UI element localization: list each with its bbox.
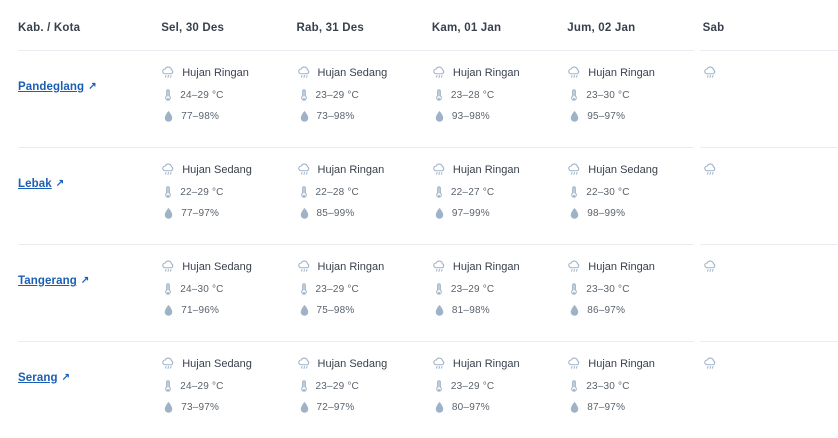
cloud-rain-icon (703, 162, 718, 177)
condition-row (161, 65, 296, 80)
humidity-row (432, 304, 567, 317)
city-name: Tangerang (18, 275, 77, 287)
humidity-value: 77–98% (181, 111, 219, 122)
condition-label: Hujan Ringan (588, 67, 655, 79)
cloud-rain-icon (297, 356, 312, 371)
condition-row (703, 65, 838, 80)
column-header-day-5: Sab (703, 8, 838, 51)
humidity-value: 71–96% (181, 305, 219, 316)
condition-label: Hujan Ringan (588, 358, 655, 370)
thermometer-icon (299, 380, 309, 393)
temperature-value: 22–27 °C (451, 187, 494, 198)
humidity-row (161, 304, 296, 317)
humidity-row (567, 110, 702, 123)
cloud-rain-icon (297, 65, 312, 80)
column-header-day-4: Jum, 02 Jan (567, 8, 702, 51)
right-edge-mask (694, 0, 700, 400)
humidity-value: 95–97% (587, 111, 625, 122)
condition-row (161, 356, 296, 371)
water-drop-icon (569, 304, 580, 317)
temperature-row (432, 380, 567, 393)
condition-row (161, 162, 296, 177)
temperature-row (567, 186, 702, 199)
city-link-serang[interactable] (18, 372, 70, 384)
forecast-cell (567, 342, 702, 438)
temperature-value: 23–29 °C (451, 381, 494, 392)
temperature-row (297, 283, 432, 296)
forecast-cell (432, 342, 567, 438)
water-drop-icon (163, 304, 174, 317)
forecast-cell (432, 148, 567, 245)
forecast-cell (297, 51, 432, 148)
external-link-arrow-icon: ↗ (56, 178, 64, 189)
city-name: Serang (18, 372, 58, 384)
water-drop-icon (299, 110, 310, 123)
temperature-value: 22–28 °C (316, 187, 359, 198)
temperature-row (161, 283, 296, 296)
condition-row (297, 356, 432, 371)
humidity-value: 80–97% (452, 402, 490, 413)
thermometer-icon (163, 380, 173, 393)
humidity-row (432, 401, 567, 414)
condition-label: Hujan Sedang (182, 358, 252, 370)
temperature-value: 24–29 °C (180, 90, 223, 101)
condition-row (297, 162, 432, 177)
forecast-cell (703, 51, 838, 148)
city-link-pandeglang[interactable] (18, 81, 97, 93)
cloud-rain-icon (703, 356, 718, 371)
cloud-rain-icon (703, 65, 718, 80)
cloud-rain-icon (432, 356, 447, 371)
temperature-row (297, 380, 432, 393)
water-drop-icon (569, 207, 580, 220)
water-drop-icon (163, 401, 174, 414)
city-name: Lebak (18, 178, 52, 190)
temperature-value: 24–29 °C (180, 381, 223, 392)
condition-row (432, 65, 567, 80)
external-link-arrow-icon: ↗ (62, 372, 70, 383)
humidity-row (432, 207, 567, 220)
city-cell (18, 342, 161, 438)
condition-row (432, 356, 567, 371)
humidity-row (297, 207, 432, 220)
column-header-day-2: Rab, 31 Des (297, 8, 432, 51)
thermometer-icon (163, 89, 173, 102)
table-row (18, 245, 838, 342)
humidity-row (567, 304, 702, 317)
condition-row (703, 259, 838, 274)
cloud-rain-icon (432, 162, 447, 177)
temperature-row (567, 380, 702, 393)
forecast-cell (297, 245, 432, 342)
humidity-value: 73–98% (317, 111, 355, 122)
temperature-value: 23–30 °C (586, 284, 629, 295)
external-link-arrow-icon: ↗ (81, 275, 89, 286)
water-drop-icon (299, 401, 310, 414)
humidity-value: 87–97% (587, 402, 625, 413)
forecast-table (18, 8, 838, 438)
humidity-value: 98–99% (587, 208, 625, 219)
temperature-row (161, 186, 296, 199)
thermometer-icon (569, 89, 579, 102)
city-link-tangerang[interactable] (18, 275, 89, 287)
thermometer-icon (569, 380, 579, 393)
temperature-row (161, 89, 296, 102)
condition-label: Hujan Ringan (453, 164, 520, 176)
table-row (18, 51, 838, 148)
humidity-value: 97–99% (452, 208, 490, 219)
condition-label: Hujan Ringan (453, 67, 520, 79)
temperature-row (297, 89, 432, 102)
water-drop-icon (434, 110, 445, 123)
column-header-day-1: Sel, 30 Des (161, 8, 296, 51)
water-drop-icon (434, 304, 445, 317)
column-header-day-3: Kam, 01 Jan (432, 8, 567, 51)
forecast-cell (703, 342, 838, 438)
city-cell (18, 148, 161, 245)
temperature-row (161, 380, 296, 393)
cloud-rain-icon (567, 259, 582, 274)
water-drop-icon (163, 110, 174, 123)
city-cell (18, 51, 161, 148)
table-row (18, 342, 838, 438)
forecast-cell (297, 148, 432, 245)
water-drop-icon (434, 401, 445, 414)
condition-row (432, 162, 567, 177)
humidity-value: 75–98% (317, 305, 355, 316)
condition-row (161, 259, 296, 274)
temperature-row (432, 186, 567, 199)
water-drop-icon (163, 207, 174, 220)
forecast-cell (161, 51, 296, 148)
condition-row (567, 162, 702, 177)
temperature-row (567, 89, 702, 102)
table-header (18, 8, 838, 51)
cloud-rain-icon (161, 65, 176, 80)
humidity-value: 72–97% (317, 402, 355, 413)
forecast-cell (432, 245, 567, 342)
water-drop-icon (299, 207, 310, 220)
temperature-row (432, 283, 567, 296)
thermometer-icon (569, 186, 579, 199)
cloud-rain-icon (161, 356, 176, 371)
humidity-value: 93–98% (452, 111, 490, 122)
forecast-cell (567, 148, 702, 245)
table-row (18, 148, 838, 245)
condition-row (432, 259, 567, 274)
humidity-value: 73–97% (181, 402, 219, 413)
condition-row (703, 356, 838, 371)
water-drop-icon (569, 110, 580, 123)
humidity-row (161, 207, 296, 220)
cloud-rain-icon (703, 259, 718, 274)
condition-label: Hujan Sedang (318, 67, 388, 79)
forecast-table-scroll-area[interactable] (18, 8, 700, 392)
humidity-row (567, 207, 702, 220)
condition-label: Hujan Ringan (588, 261, 655, 273)
thermometer-icon (434, 283, 444, 296)
condition-row (567, 356, 702, 371)
column-header-city: Kab. / Kota (18, 8, 161, 51)
humidity-row (161, 401, 296, 414)
city-name: Pandeglang (18, 81, 84, 93)
thermometer-icon (299, 89, 309, 102)
condition-label: Hujan Ringan (318, 164, 385, 176)
humidity-row (297, 110, 432, 123)
humidity-value: 86–97% (587, 305, 625, 316)
humidity-value: 81–98% (452, 305, 490, 316)
cloud-rain-icon (161, 259, 176, 274)
temperature-row (297, 186, 432, 199)
cloud-rain-icon (567, 162, 582, 177)
condition-label: Hujan Ringan (453, 358, 520, 370)
temperature-value: 24–30 °C (180, 284, 223, 295)
condition-label: Hujan Ringan (318, 261, 385, 273)
cloud-rain-icon (567, 356, 582, 371)
humidity-value: 85–99% (317, 208, 355, 219)
forecast-cell (432, 51, 567, 148)
temperature-value: 22–29 °C (180, 187, 223, 198)
cloud-rain-icon (297, 259, 312, 274)
thermometer-icon (299, 186, 309, 199)
cloud-rain-icon (297, 162, 312, 177)
condition-row (297, 259, 432, 274)
temperature-value: 23–29 °C (316, 381, 359, 392)
cloud-rain-icon (161, 162, 176, 177)
table-body (18, 51, 838, 438)
temperature-value: 23–29 °C (316, 284, 359, 295)
humidity-row (432, 110, 567, 123)
temperature-value: 22–30 °C (586, 187, 629, 198)
condition-row (567, 259, 702, 274)
city-cell (18, 245, 161, 342)
temperature-value: 23–30 °C (586, 90, 629, 101)
condition-row (703, 162, 838, 177)
humidity-value: 77–97% (181, 208, 219, 219)
cloud-rain-icon (432, 259, 447, 274)
humidity-row (567, 401, 702, 414)
condition-label: Hujan Ringan (453, 261, 520, 273)
forecast-cell (161, 342, 296, 438)
water-drop-icon (299, 304, 310, 317)
condition-label: Hujan Sedang (182, 164, 252, 176)
temperature-value: 23–30 °C (586, 381, 629, 392)
temperature-row (567, 283, 702, 296)
thermometer-icon (569, 283, 579, 296)
condition-label: Hujan Sedang (182, 261, 252, 273)
forecast-cell (703, 148, 838, 245)
condition-row (297, 65, 432, 80)
thermometer-icon (299, 283, 309, 296)
forecast-cell (161, 245, 296, 342)
thermometer-icon (434, 380, 444, 393)
cloud-rain-icon (432, 65, 447, 80)
thermometer-icon (434, 89, 444, 102)
humidity-row (297, 401, 432, 414)
humidity-row (161, 110, 296, 123)
temperature-value: 23–29 °C (316, 90, 359, 101)
condition-row (567, 65, 702, 80)
external-link-arrow-icon: ↗ (88, 81, 96, 92)
forecast-cell (161, 148, 296, 245)
water-drop-icon (569, 401, 580, 414)
city-link-lebak[interactable] (18, 178, 64, 190)
header-row (18, 8, 838, 51)
water-drop-icon (434, 207, 445, 220)
thermometer-icon (434, 186, 444, 199)
temperature-value: 23–28 °C (451, 90, 494, 101)
temperature-row (432, 89, 567, 102)
thermometer-icon (163, 283, 173, 296)
temperature-value: 23–29 °C (451, 284, 494, 295)
forecast-cell (567, 245, 702, 342)
humidity-row (297, 304, 432, 317)
condition-label: Hujan Ringan (182, 67, 249, 79)
forecast-cell (567, 51, 702, 148)
forecast-cell (703, 245, 838, 342)
thermometer-icon (163, 186, 173, 199)
cloud-rain-icon (567, 65, 582, 80)
condition-label: Hujan Sedang (588, 164, 658, 176)
condition-label: Hujan Sedang (318, 358, 388, 370)
forecast-cell (297, 342, 432, 438)
